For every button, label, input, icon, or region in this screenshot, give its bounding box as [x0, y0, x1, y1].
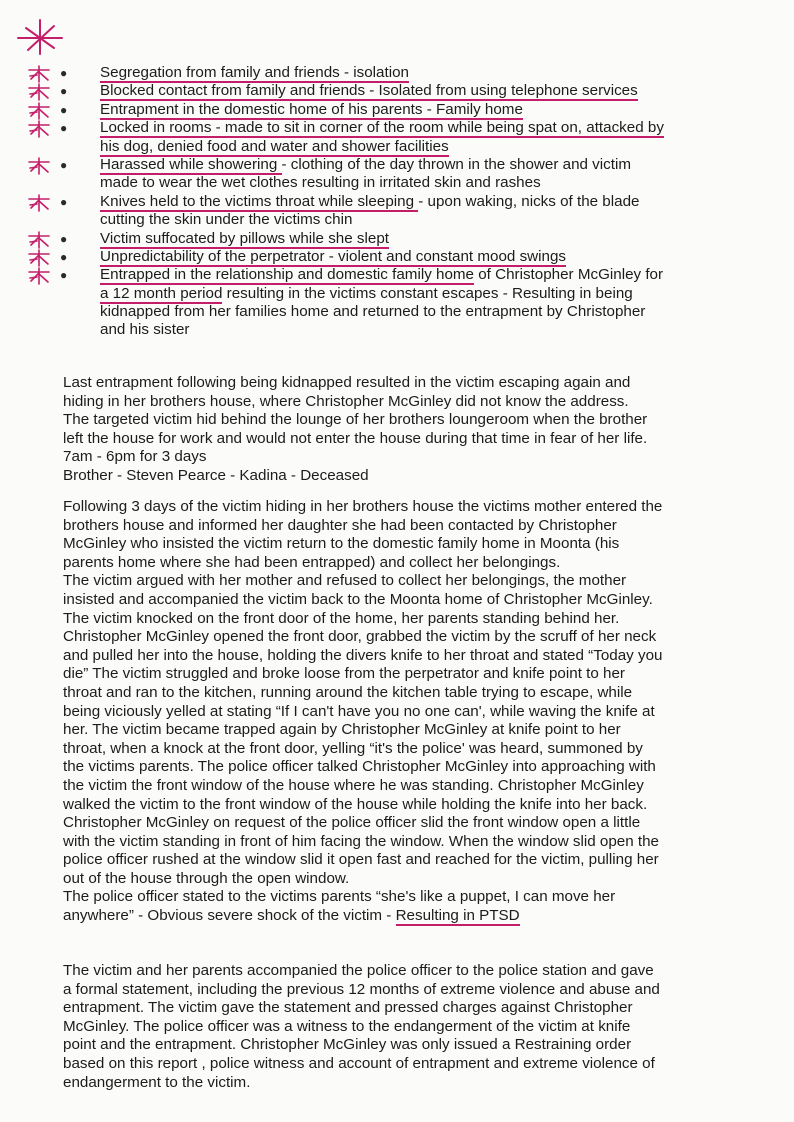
bullet-list — [20, 64, 740, 340]
text-line: parents home where she had been entrapped) and collect her belongings. — [63, 553, 561, 571]
bullet-text — [100, 303, 645, 321]
bullet-item — [20, 230, 740, 248]
bullet-line — [20, 285, 740, 303]
text-line: being viciously yelled at stating “If I can't have you no one can', while waving the knife at — [63, 702, 655, 720]
text-line: insisted and accompanied the victim back to the Moonta home of Christopher McGinley. — [63, 590, 653, 608]
bullet-item — [20, 248, 740, 266]
star-mark-icon — [26, 102, 52, 120]
star-mark-icon — [26, 157, 52, 175]
text-segment: - clothing of the day thrown in the shower and victim — [281, 155, 631, 173]
bullet-line — [20, 174, 740, 192]
text-line: throat, when a knock at the front door, yelling “it's the police' was heard, summoned by — [63, 739, 643, 757]
text-segment: Locked in rooms - made to sit in corner of the room while being spat on, attacked by — [100, 119, 664, 137]
underlined-ptsd-text: Resulting in PTSD — [395, 907, 520, 925]
text-line: out of the house through the open window. — [63, 869, 350, 887]
bullet-text — [100, 266, 663, 284]
bullet-item — [20, 119, 740, 156]
text-segment: and his sister — [100, 321, 190, 339]
text-line: Following 3 days of the victim hiding in her brothers house the victims mother entered the — [63, 498, 663, 515]
text-line: Christopher McGinley opened the front door, grabbed the victim by the scruff of her neck — [63, 628, 657, 646]
text-segment: his dog, denied food and water and shower facilities — [100, 137, 449, 155]
text-line: throat and ran to the kitchen, running around the kitchen table trying to escape, while — [63, 683, 633, 701]
text-line: based on this report , police witness and account of entrapment and extreme violence of — [63, 1054, 655, 1072]
bullet-dot-icon: ● — [60, 249, 68, 264]
star-mark-icon — [26, 83, 52, 101]
bullet-item — [20, 64, 740, 82]
bullet-text — [100, 285, 633, 303]
bullet-line — [20, 266, 740, 284]
text-segment: kidnapped from her families home and returned to the entrapment by Christopher — [100, 303, 646, 321]
star-mark-icon — [26, 249, 52, 267]
bullet-text — [100, 156, 631, 174]
bullet-line — [20, 101, 740, 119]
text-segment: of Christopher McGinley for — [474, 266, 664, 284]
text-line: and pulled her into the house, holding the divers knife to her throat and stated “Today you — [63, 646, 663, 664]
bullet-text — [100, 82, 638, 100]
star-mark-icon — [26, 194, 52, 212]
text-line: Last entrapment following being kidnapped resulted in the victim escaping again and — [63, 374, 631, 391]
text-line: The victim knocked on the front door of the home, her parents standing behind her. — [63, 609, 620, 627]
bullet-item — [20, 101, 740, 119]
text-segment: Unpredictability of the perpetrator - violent and constant mood swings — [100, 247, 566, 265]
bullet-text — [100, 138, 449, 156]
text-line: The victim argued with her mother and refused to collect her belongings, the mother — [63, 572, 627, 590]
text-line: the victim the front window of the house where he was standing. Christopher McGinley — [63, 776, 644, 794]
bullet-text — [100, 119, 664, 137]
text-segment: a 12 month period — [100, 284, 223, 302]
text-segment: Harassed while showering — [100, 155, 282, 173]
text-segment: Blocked contact from family and friends - Isolated from using telephone services — [100, 82, 638, 100]
text-line: Christopher McGinley on request of the police officer slid the front window open a little — [63, 814, 641, 832]
star-mark-icon — [26, 267, 52, 285]
bullet-line — [20, 230, 740, 248]
text-line: a formal statement, including the previous 12 months of extreme violence and abuse and — [63, 980, 660, 998]
text-line: police officer rushed at the window slid it open fast and reached for the victim, pulling her — [63, 851, 659, 869]
text-line: The targeted victim hid behind the lounge of her brothers loungeroom when the brother — [63, 411, 648, 429]
bullet-item — [20, 82, 740, 100]
bullet-line — [20, 248, 740, 266]
bullet-line — [20, 119, 740, 137]
paragraph-brother-house — [63, 374, 723, 486]
text-line: McGinley who insisted the victim return to the domestic family home in Moonta (his — [63, 535, 620, 553]
bullet-line — [20, 156, 740, 174]
bullet-text — [100, 101, 523, 119]
bullet-dot-icon: ● — [60, 121, 68, 136]
bullet-dot-icon: ● — [60, 102, 68, 117]
bullet-text — [100, 248, 566, 266]
text-segment: anywhere” - Obvious severe shock of the victim - — [63, 907, 396, 925]
text-line: the victims parents. The police officer talked Christopher McGinley into approaching with — [63, 758, 656, 776]
bullet-line — [20, 82, 740, 100]
text-line: her. The victim became trapped again by Christopher McGinley at knife point to her — [63, 721, 621, 739]
bullet-text — [100, 230, 389, 248]
star-mark-icon — [26, 120, 52, 138]
bullet-line — [20, 303, 740, 321]
text-segment: Entrapment in the domestic home of his parents - Family home — [100, 100, 523, 118]
text-line: point and the entrapment. Christopher McGinley was only issued a Restraining order — [63, 1036, 632, 1054]
asterisk-star-mark-icon — [10, 14, 66, 56]
text-line: The police officer stated to the victims parents “she's like a puppet, I can move her — [63, 888, 616, 906]
bullet-text — [100, 321, 189, 339]
bullet-line — [20, 138, 740, 156]
text-line: entrapment. The victim gave the statement and pressed charges against Christopher — [63, 999, 633, 1017]
text-line: with the victim standing in front of him facing the window. When the window slid open the — [63, 832, 660, 850]
text-line: endangerment to the victim. — [63, 1073, 251, 1091]
bullet-text — [100, 193, 639, 211]
bullet-text — [100, 211, 352, 229]
bullet-dot-icon: ● — [60, 268, 68, 283]
star-mark-icon — [26, 231, 52, 249]
text-segment: Entrapped in the relationship and domestic family home — [100, 266, 474, 284]
text-segment: made to wear the wet clothes resulting in irritated skin and rashes — [100, 174, 541, 192]
text-line: The victim and her parents accompanied the police officer to the police station and gave — [63, 962, 654, 979]
bullet-item — [20, 156, 740, 193]
text-line: die” The victim struggled and broke loose from the perpetrator and knife point to her — [63, 665, 625, 683]
text-segment: Segregation from family and friends - isolation — [100, 64, 409, 81]
bullet-line — [20, 64, 740, 82]
bullet-text — [100, 174, 541, 192]
bullet-text — [100, 64, 409, 82]
star-mark-icon — [26, 65, 52, 83]
text-segment: cutting the skin under the victims chin — [100, 211, 353, 229]
text-line: 7am - 6pm for 3 days — [63, 448, 207, 466]
text-line: walked the victim to the front window of the house while holding the knife into her back. — [63, 795, 648, 813]
text-segment: Victim suffocated by pillows while she slept — [100, 229, 389, 247]
bullet-line — [20, 321, 740, 339]
bullet-dot-icon: ● — [60, 157, 68, 172]
paragraph-knife-incident — [63, 498, 723, 926]
text-segment: Knives held to the victims throat while sleeping — [100, 192, 419, 210]
text-line: brothers house and informed her daughter she had been contacted by Christopher — [63, 516, 617, 534]
bullet-dot-icon: ● — [60, 66, 68, 80]
bullet-dot-icon: ● — [60, 194, 68, 209]
bullet-dot-icon: ● — [60, 231, 68, 246]
text-segment: - upon waking, nicks of the blade — [418, 192, 640, 210]
paragraph-police-statement — [63, 962, 723, 1092]
bullet-dot-icon: ● — [60, 84, 68, 99]
bullet-item — [20, 266, 740, 340]
text-line: left the house for work and would not enter the house during that time in fear of her life. — [63, 429, 648, 447]
text-segment: resulting in the victims constant escapes - Resulting in being — [222, 284, 633, 302]
bullet-line — [20, 193, 740, 211]
text-line: McGinley. The police officer was a witness to the endangerment of the victim at knife — [63, 1017, 631, 1035]
bullet-line — [20, 211, 740, 229]
text-line — [63, 907, 723, 926]
text-line: Brother - Steven Pearce - Kadina - Deceased — [63, 466, 369, 484]
bullet-item — [20, 193, 740, 230]
text-line: hiding in her brothers house, where Christopher McGinley did not know the address. — [63, 392, 629, 410]
